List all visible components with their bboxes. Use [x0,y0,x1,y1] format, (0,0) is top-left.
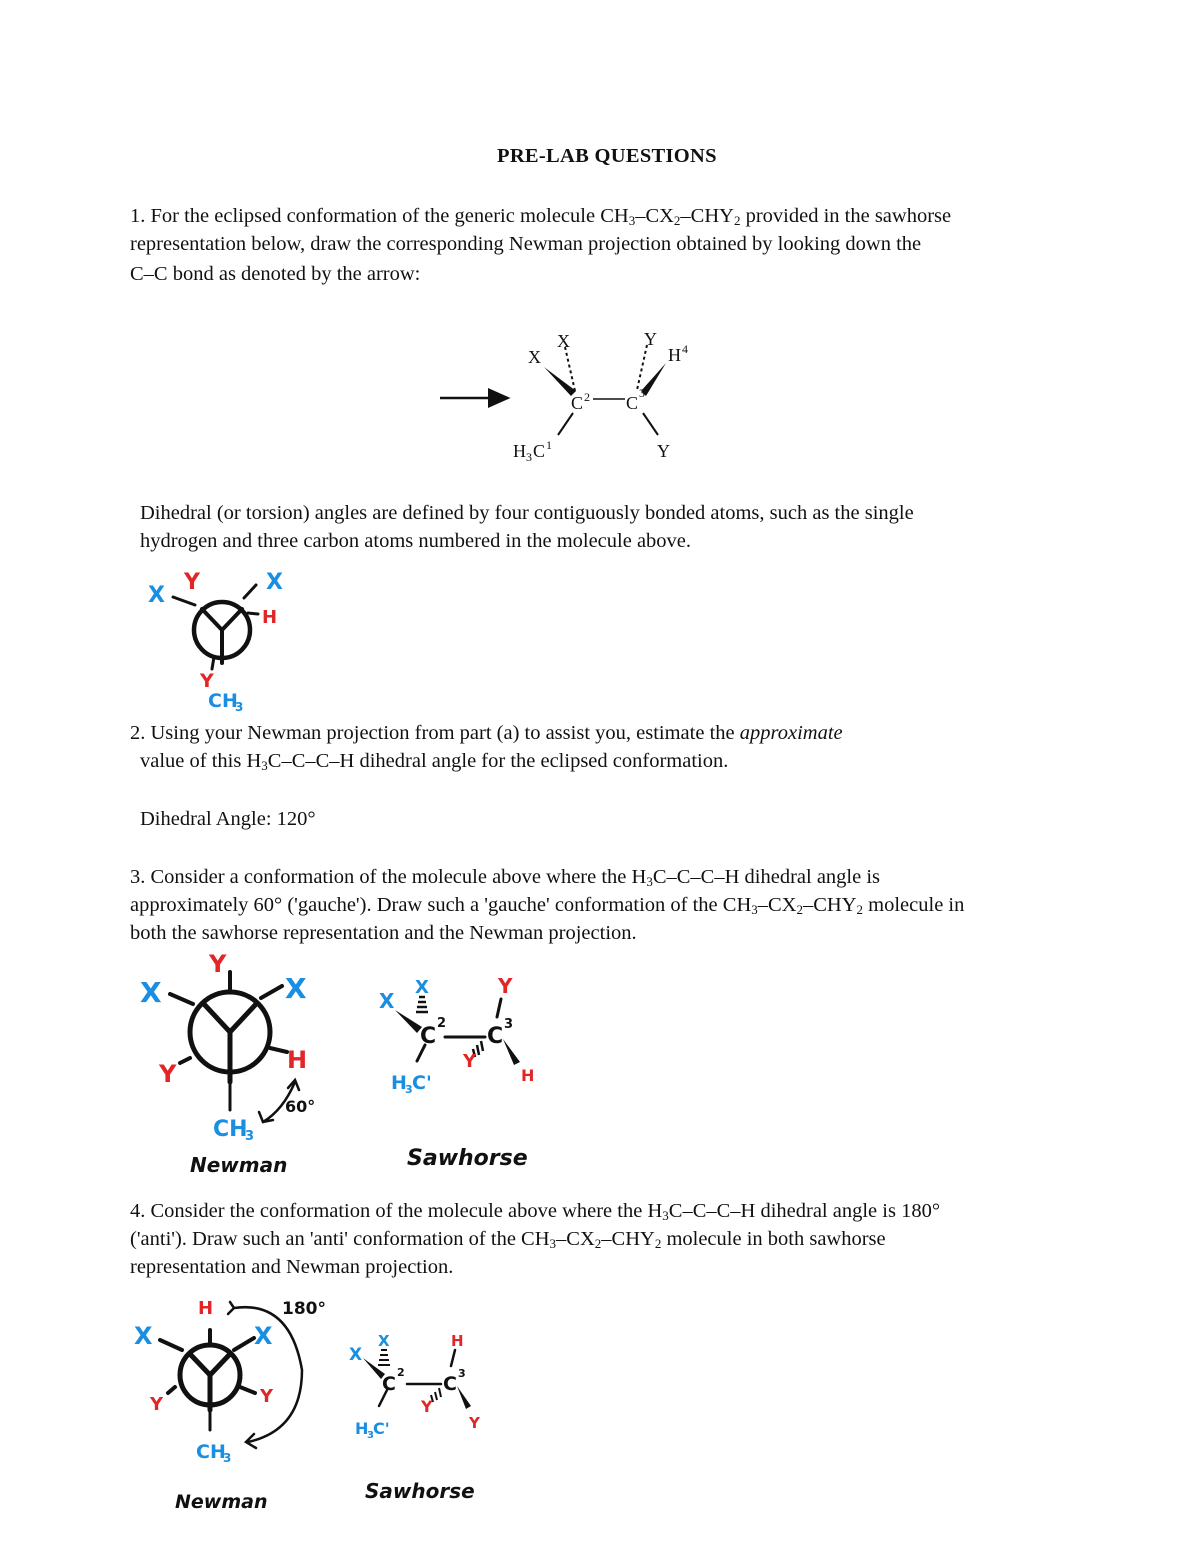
q4-line-2: ('anti'). Draw such an 'anti' conformation of the $CH_3-CX_2-CHY_2$ molecule in both sawhorse [130,1228,886,1251]
label-h3c-c: C' [412,1072,432,1094]
label-y-mid: Y [463,1051,477,1072]
label-x-top: X [378,1332,390,1350]
q3-line-2: approximately 60° ('gauche'). Draw such a 'gauche' conformation of the $CH_3-CX_2-CHY_2$ molecule in [130,894,965,917]
q3-line-3: both the sawhorse representation and the Newman projection. [130,922,637,944]
label-c3-number: 3 [458,1367,466,1380]
label-h3c: H [355,1419,369,1438]
label-c2-number: 2 [437,1016,447,1031]
atom-h4: H [668,345,681,365]
label-angle: 180° [282,1299,326,1319]
label-x-left: X [148,583,165,608]
label-h3c: H [391,1072,407,1094]
label-angle: 60° [285,1097,316,1116]
label-h3c-sub: 3 [367,1430,374,1441]
label-y-left: Y [150,1394,164,1415]
label-x-top: X [415,977,429,998]
label-c2: C [420,1024,437,1049]
label-x-left: X [134,1322,153,1350]
label-c3: C [487,1024,504,1049]
label-ch3: CH [196,1441,226,1463]
newman-projection-gauche [135,950,355,1180]
caption-sawhorse: Sawhorse [407,1146,528,1171]
q2-line-2: value of this $H_3C-C-C-H$ dihedral angle for the eclipsed conformation. [140,750,729,773]
label-h: H [262,607,278,628]
atom-y-bottom: Y [657,441,670,461]
atom-c3-number: 3 [639,386,645,400]
sawhorse-gauche [375,975,550,1175]
q2-line-1: 2. Using your Newman projection from part (a) to assist you, estimate the approximate [130,722,843,744]
label-x-right: X [254,1322,273,1350]
label-y-right: Y [469,1414,480,1432]
label-c2: C [382,1373,396,1395]
bond-c2-c1 [558,413,573,435]
sawhorse-diagram-eclipsed [430,325,710,465]
label-c2-number: 2 [397,1366,405,1379]
label-h: H [287,1046,308,1074]
label-c3: C [443,1373,457,1395]
atom-y-top: Y [644,329,657,349]
label-ch3: CH [213,1117,248,1142]
q1-line-3: C–C bond as denoted by the arrow: [130,263,421,285]
atom-x-left: X [528,347,541,367]
atom-h4-number: 4 [682,342,688,356]
q1-line-1: 1. For the eclipsed conformation of the generic molecule $CH_3-CX_2-CHY_2$ provided in the sawhorse [130,205,952,228]
atom-c1-number: 1 [546,438,552,452]
label-ch3-sub: 3 [223,1451,232,1465]
page-title: PRE-LAB QUESTIONS [497,145,717,167]
label-h-top: H [451,1332,464,1350]
q4-line-1: 4. Consider the conformation of the molecule above where the $H_3C-C-C-H$ dihedral angle is 180° [130,1200,941,1223]
label-y-left: Y [159,1060,177,1088]
q3-line-1: 3. Consider a conformation of the molecule above where the $H_3C-C-C-H$ dihedral angle is [130,866,881,889]
atom-h3c-h: H [513,441,526,461]
dihedral-line-2: hydrogen and three carbon atoms numbered in the molecule above. [140,530,692,552]
label-x-right: X [285,972,307,1005]
q4-line-3: representation and Newman projection. [130,1256,454,1278]
label-x-left: X [140,976,162,1009]
label-h-top: H [198,1298,214,1319]
label-y-mid: Y [421,1397,433,1416]
atom-c2: C [571,393,584,413]
label-h: H [521,1066,535,1085]
label-x-right: X [266,570,283,595]
label-y-right: Y [260,1386,274,1407]
label-x-left: X [379,989,395,1013]
atom-x-top: X [557,331,570,351]
atom-h3c-c: C [533,441,546,461]
dash-bond [637,345,647,390]
sawhorse-anti [345,1330,505,1510]
bond-c3-y [643,413,658,435]
caption-newman: Newman [190,1153,288,1177]
atom-c2-number: 2 [584,390,590,404]
label-ch3: CH [208,690,238,712]
caption-sawhorse: Sawhorse [365,1479,475,1503]
label-y-bottom: Y [200,670,214,692]
dihedral-line-1: Dihedral (or torsion) angles are defined by four contiguously bonded atoms, such as the single [140,502,914,524]
atom-h3c-sub: 3 [526,450,532,464]
label-y-top: Y [498,974,513,998]
atom-c3: C [626,393,639,413]
newman-projection-eclipsed [140,565,310,714]
label-ch3-sub: 3 [235,700,244,714]
q2-answer: Dihedral Angle: 120° [140,808,316,830]
caption-newman: Newman [175,1491,268,1513]
label-c3-number: 3 [504,1017,514,1032]
label-x-left: X [349,1345,363,1365]
q1-line-2: representation below, draw the corresponding Newman projection obtained by looking down the [130,233,922,255]
label-y-top: Y [184,570,200,595]
label-y-top: Y [209,950,227,978]
newman-projection-anti [130,1290,340,1520]
label-ch3-sub: 3 [245,1129,255,1144]
label-h3c-c: C' [373,1419,390,1438]
label-h3c-sub: 3 [405,1083,413,1096]
